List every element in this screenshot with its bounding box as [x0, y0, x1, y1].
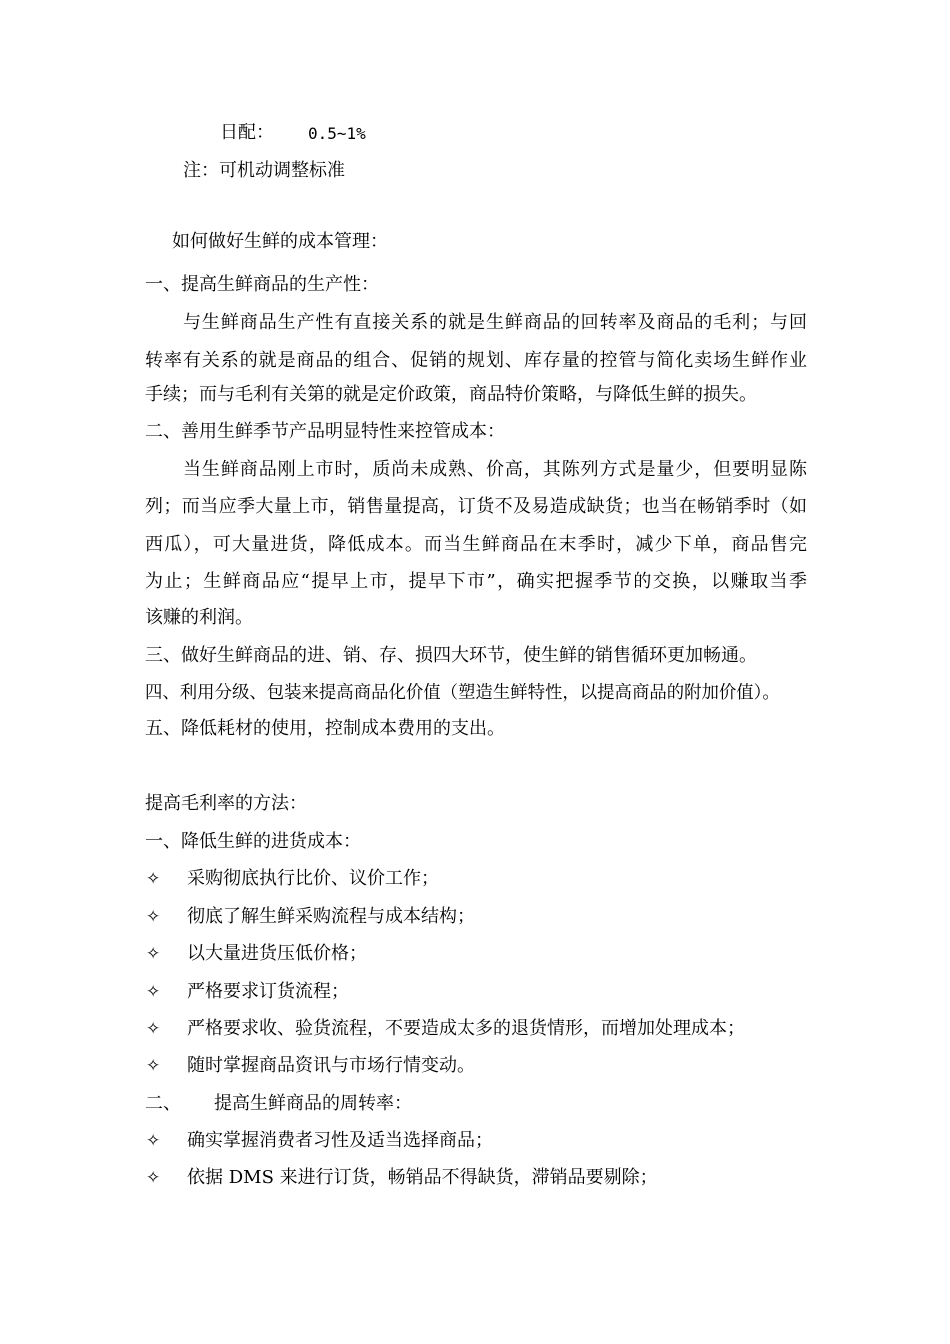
bullet-item: 以大量进货压低价格； — [187, 943, 367, 964]
item4-text: 四、利用分级、包装来提高商品化价值（塑造生鲜特性，以提高商品的附加价值）。 — [145, 683, 780, 703]
diamond-star-icon: ✧ — [146, 982, 161, 1002]
bullet-item: 彻底了解生鲜采购流程与成本结构； — [187, 906, 475, 927]
bullet-item: 严格要求收、验货流程，不要造成太多的退货情形，而增加处理成本； — [187, 1018, 745, 1039]
daily-ratio-label: 日配： — [220, 122, 274, 143]
item2-paragraph-line: 为止；生鲜商品应“提早上市，提早下市”，确实把握季节的交换，以赚取当季 — [145, 571, 807, 592]
bullet-item: 严格要求订货流程； — [187, 981, 349, 1002]
item1-paragraph-line: 与生鲜商品生产性有直接关系的就是生鲜商品的回转率及商品的毛利；与回 — [183, 312, 807, 333]
item2-paragraph-line: 列；而当应季大量上市，销售量提高，订货不及易造成缺货；也当在畅销季时（如 — [145, 496, 807, 517]
diamond-star-icon: ✧ — [146, 944, 161, 964]
diamond-star-icon: ✧ — [146, 869, 161, 889]
item5-text: 五、降低耗材的使用，控制成本费用的支出。 — [145, 718, 505, 739]
item3-text: 三、做好生鲜商品的进、销、存、损四大环节，使生鲜的销售循环更加畅通。 — [145, 645, 757, 666]
item2-paragraph-line: 该赚的利润。 — [145, 607, 253, 628]
diamond-star-icon: ✧ — [146, 1019, 161, 1039]
part1-heading: 一、降低生鲜的进货成本： — [145, 831, 361, 852]
bullet-item: 随时掌握商品资讯与市场行情变动。 — [187, 1055, 475, 1076]
bullet-item: 确实掌握消费者习性及适当选择商品； — [187, 1130, 493, 1151]
diamond-star-icon: ✧ — [146, 1056, 161, 1076]
daily-ratio-value: 0.5~1% — [308, 124, 366, 143]
cost-management-title: 如何做好生鲜的成本管理： — [172, 231, 388, 252]
gross-margin-title: 提高毛利率的方法： — [145, 793, 307, 814]
bullet-item: 采购彻底执行比价、议价工作； — [187, 868, 439, 889]
part2-heading: 提高生鲜商品的周转率： — [214, 1093, 412, 1114]
diamond-star-icon: ✧ — [146, 1131, 161, 1151]
item2-paragraph-line: 西瓜），可大量进货，降低成本。而当生鲜商品在末季时，减少下单，商品售完 — [145, 534, 807, 555]
item1-heading: 一、提高生鲜商品的生产性： — [145, 274, 379, 295]
item1-paragraph-line: 手续；而与毛利有关第的就是定价政策，商品特价策略，与降低生鲜的损失。 — [145, 384, 757, 405]
adjustment-note: 注：可机动调整标准 — [183, 160, 345, 181]
item2-paragraph-line: 当生鲜商品刚上市时，质尚未成熟、价高，其陈列方式是量少，但要明显陈 — [183, 459, 807, 480]
item1-paragraph-line: 转率有关系的就是商品的组合、促销的规划、库存量的控管与简化卖场生鲜作业 — [145, 350, 807, 371]
diamond-star-icon: ✧ — [146, 907, 161, 927]
part2-number: 二、 — [145, 1093, 181, 1114]
item2-heading: 二、善用生鲜季节产品明显特性来控管成本： — [145, 421, 505, 442]
diamond-star-icon: ✧ — [146, 1168, 161, 1188]
bullet-item: 依据 DMS 来进行订货，畅销品不得缺货，滞销品要剔除； — [187, 1167, 658, 1188]
